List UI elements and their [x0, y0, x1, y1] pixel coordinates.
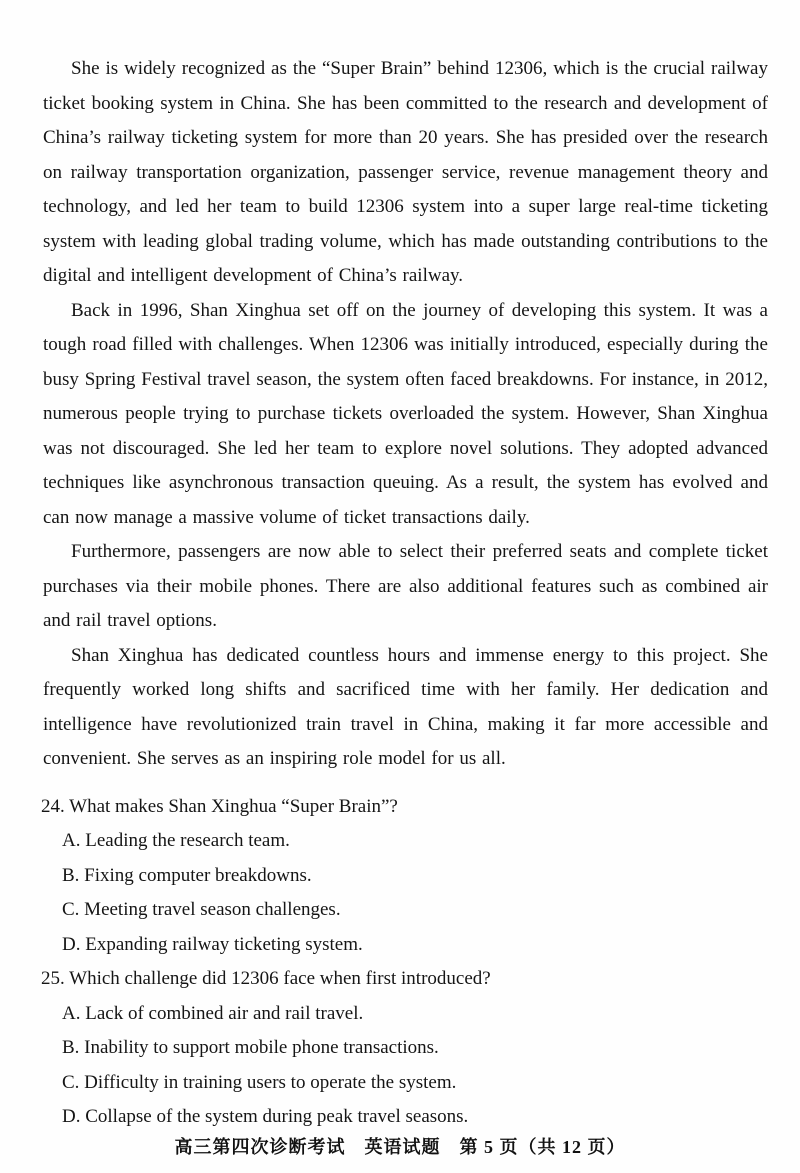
passage-paragraph: Shan Xinghua has dedicated countless hours and immense energy to this project. She frequently worked long shifts and sacrificed time with her family. Her dedication and intelligence have revolutionized train travel in China, making it far more accessible and convenient. She serves as an inspiring role model for us all. [43, 644, 768, 769]
question-24-option-a: A. Leading the research team. [62, 830, 290, 851]
question-24-stem: 24. What makes Shan Xinghua “Super Brain”? [41, 795, 398, 817]
question-24-option-b: B. Fixing computer breakdowns. [62, 864, 312, 886]
question-25-option-c: C. Difficulty in training users to operate the system. [62, 1071, 457, 1093]
question-24-option-d: D. Expanding railway ticketing system. [62, 933, 363, 955]
question-25-option-d: D. Collapse of the system during peak travel seasons. [62, 1106, 469, 1127]
questions-section [41, 790, 768, 1135]
question-25-option-b: B. Inability to support mobile phone transactions. [62, 1037, 439, 1058]
question-24-option-c: C. Meeting travel season challenges. [62, 899, 341, 920]
passage-paragraph: She is widely recognized as the “Super Brain” behind 12306, which is the crucial railway ticket booking system in China. She has been committed to the research and development of China’s railway ticketing system for more than 20 years. She has presided over the research on railway transportation organization, passenger service, revenue management theory and technology, and led her team to build 12306 system into a super large real-time ticketing system with leading global trading volume, which has made outstanding contributions to the digital and intelligent development of China’s railway. [43, 58, 768, 286]
passage-paragraph: Back in 1996, Shan Xinghua set off on the journey of developing this system. It was a tough road filled with challenges. When 12306 was initially introduced, especially during the busy Spring Festival travel season, the system often faced breakdowns. For instance, in 2012, numerous people trying to purchase tickets overloaded the system. However, Shan Xinghua was not discouraged. She led her team to explore novel solutions. They adopted advanced techniques like asynchronous transaction queuing. As a result, the system has evolved and can now manage a massive volume of ticket transactions daily. [43, 299, 768, 528]
page-footer: 高三第四次诊断考试 英语试题 第 5 页（共 12 页） [174, 1137, 626, 1157]
question-25-option-a: A. Lack of combined air and rail travel. [62, 1002, 364, 1024]
question-25-stem: 25. Which challenge did 12306 face when first introduced? [41, 968, 491, 989]
question-24 [41, 790, 768, 963]
reading-passage [43, 52, 768, 777]
passage-paragraph: Furthermore, passengers are now able to select their preferred seats and complete ticket purchases via their mobile phones. There are also additional features such as combined air and rail travel options. [43, 541, 768, 631]
question-25 [41, 962, 768, 1135]
